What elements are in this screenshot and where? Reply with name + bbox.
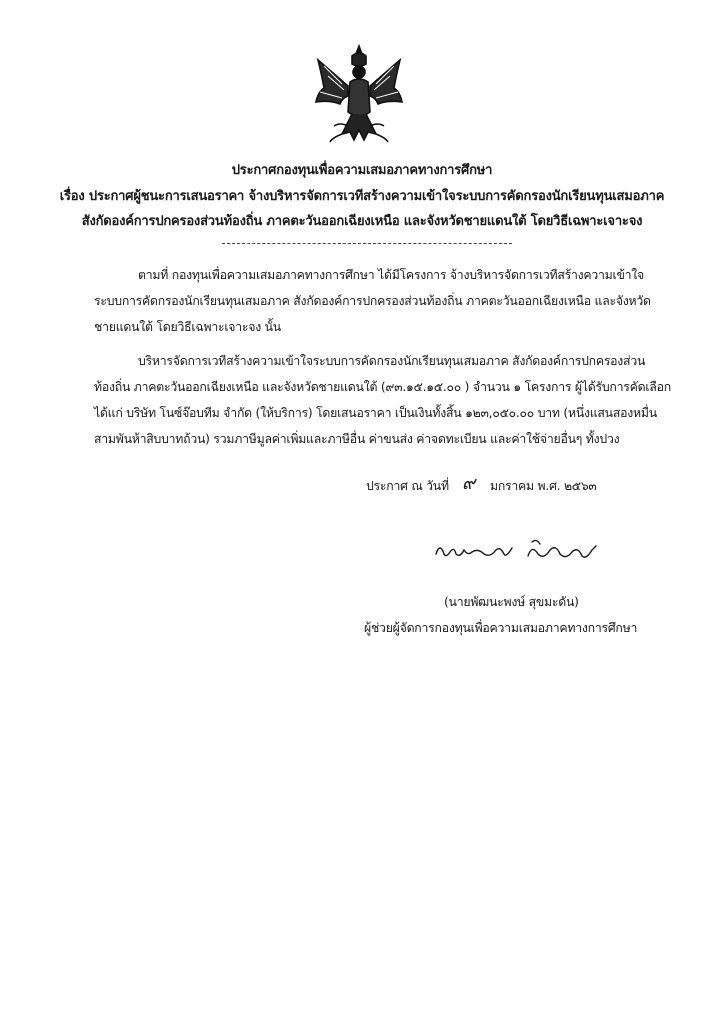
announce-date-prefix: ประกาศ ณ วันที่ xyxy=(366,479,449,493)
garuda-emblem-icon xyxy=(312,42,406,146)
subject-line-1: เรื่อง ประกาศผู้ชนะการเสนอราคา จ้างบริหารจัดการเวทีสร้างความเข้าใจระบบการคัดกรองนักเรียนทุนเสมอภาค xyxy=(59,189,665,204)
announce-day: ๙ xyxy=(462,473,475,494)
paragraph-1-line: ตามที่ กองทุนเพื่อความเสมอภาคทางการศึกษา ได้มีโครงการ จ้างบริหารจัดการเวทีสร้างความเข้าใจ xyxy=(138,268,644,282)
paragraph-1-line: ระบบการคัดกรองนักเรียนทุนเสมอภาค สังกัดองค์การปกครองส่วนท้องถิ่น ภาคตะวันออกเฉียงเหนือ และจังหวัด xyxy=(94,294,651,308)
announce-month-year: มกราคม พ.ศ. ๒๕๖๓ xyxy=(490,479,597,493)
paragraph-1-line: ชายแดนใต้ โดยวิธีเฉพาะเจาะจง นั้น xyxy=(94,320,281,334)
announcement-title: ประกาศกองทุนเพื่อความเสมอภาคทางการศึกษา xyxy=(231,163,493,178)
paragraph-2-line: ท้องถิ่น ภาคตะวันออกเฉียงเหนือ และจังหวัดชายแดนใต้ (๙๓.๑๕.๑๕.๐๐ ) จำนวน ๑ โครงการ ผู้ได้รับการคัดเลือก xyxy=(94,380,671,394)
divider-rule xyxy=(222,243,512,244)
handwritten-signature-icon xyxy=(432,536,602,566)
paragraph-2-line: สามพันห้าสิบบาทถ้วน) รวมภาษีมูลค่าเพิ่มและภาษีอื่น ค่าขนส่ง ค่าจดทะเบียน และค่าใช้จ่ายอื่นๆ ทั้งปวง xyxy=(94,432,620,446)
subject-line-2: สังกัดองค์การปกครองส่วนท้องถิ่น ภาคตะวันออกเฉียงเหนือ และจังหวัดชายแดนใต้ โดยวิธีเฉพาะเจาะจง xyxy=(81,214,643,229)
signer-position: ผู้ช่วยผู้จัดการกองทุนเพื่อความเสมอภาคทางการศึกษา xyxy=(364,621,638,635)
signer-name: (นายพัฒนะพงษ์ สุขมะดัน) xyxy=(444,595,579,609)
paragraph-2-line: บริหารจัดการเวทีสร้างความเข้าใจระบบการคัดกรองนักเรียนทุนเสมอภาค สังกัดองค์การปกครองส่วน xyxy=(138,354,646,368)
paragraph-2-line: ได้แก่ บริษัท โนซ์จ๊อบทีม จำกัด (ให้บริการ) โดยเสนอราคา เป็นเงินทั้งสิ้น ๑๒๓,๐๕๐.๐๐ บาท (หนึ่งแสนสองหมื่น xyxy=(94,406,657,420)
